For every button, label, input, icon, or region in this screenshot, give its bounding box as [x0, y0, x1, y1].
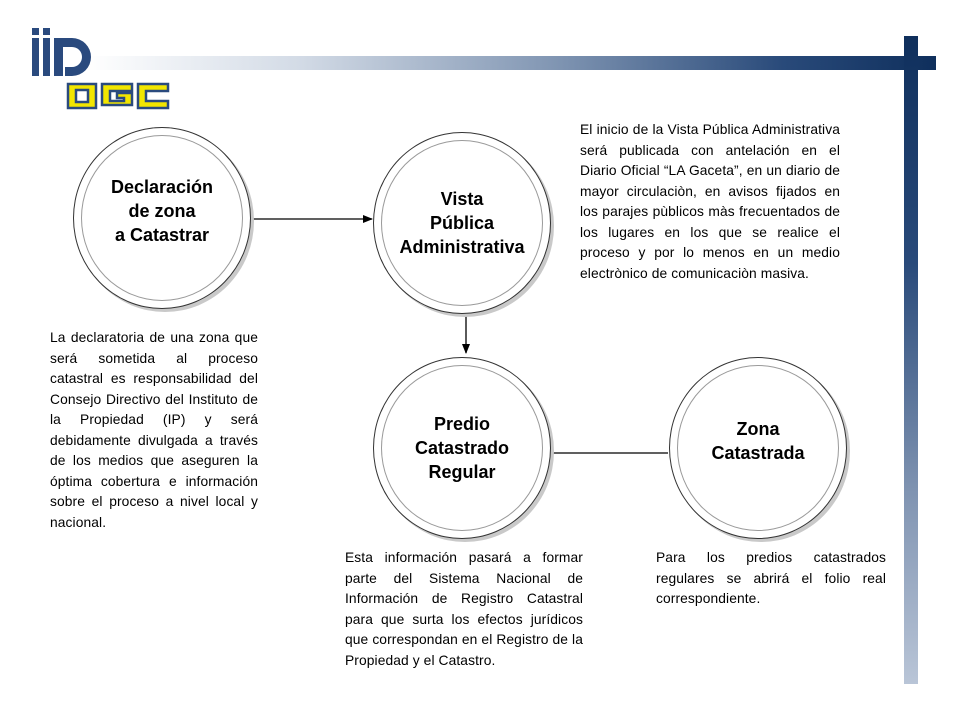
node-vista-publica	[373, 132, 551, 314]
node-declaracion-line-2: de zona	[128, 201, 196, 221]
node-predio-catastrado	[373, 357, 551, 539]
node-vista-line-2: Pública	[429, 213, 494, 233]
node-predio-line-2: Catastrado	[414, 438, 510, 458]
node-predio-line-1: Predio	[433, 414, 490, 434]
node-vista-line-3: Administrativa	[399, 237, 525, 257]
text-sistema-nacional: Esta información pasará a formar parte del Sistema Nacional de Información de Registro Catastral para que surta los efectos jurídicos que correspondan en el Registro de la Propiedad y el Catastro.	[345, 550, 583, 668]
node-declaracion-line-1: Declaración	[110, 177, 214, 197]
node-vista-line-1: Vista	[440, 189, 484, 209]
node-predio-line-3: Regular	[428, 462, 496, 482]
text-declaratoria: La declaratoria de una zona que será sometida al proceso catastral es responsabilidad del Consejo Directivo del Instituto de la Propiedad (IP) y será debidamente divulgada a través de los medios que aseguren la óptima cobertura e información sobre el proceso a nivel local y nacional.	[50, 330, 258, 530]
node-zona-line-1: Zona	[736, 419, 780, 439]
node-declaracion-de-zona	[73, 127, 251, 309]
text-vista-publica: El inicio de la Vista Pública Administrativa será publicada con antelación en el Diario Oficial “LA Gaceta”, en un diario de mayor circulaciòn, en avisos fijados en los parajes pùblicos màs frecuentados de los lugares en los que se realice el proceso y por lo menos en un medio electrònico de comunicaciòn masiva.	[580, 122, 840, 281]
node-declaracion-line-3: a Catastrar	[114, 225, 210, 245]
text-folio: Para los predios catastrados regulares se abrirá el folio real correspondiente.	[656, 550, 886, 606]
node-zona-catastrada	[669, 357, 847, 539]
node-zona-line-2: Catastrada	[711, 443, 805, 463]
